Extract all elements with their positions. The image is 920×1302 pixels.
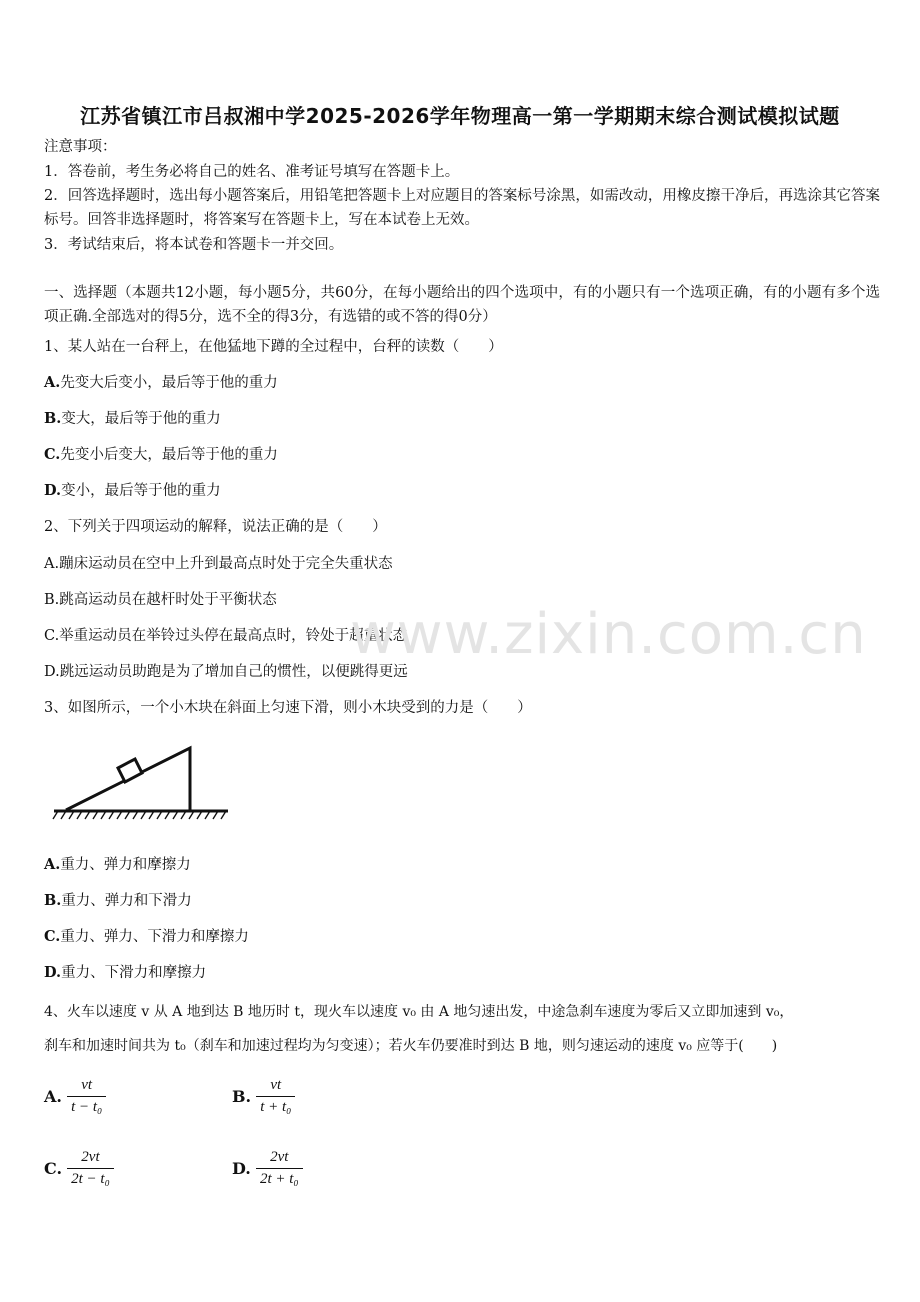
q2-option-c: C.举重运动员在举铃过头停在最高点时，铃处于超重状态 (44, 628, 408, 644)
page-title: 江苏省镇江市吕叔湘中学2025-2026学年物理高一第一学期期末综合测试模拟试题 (80, 104, 840, 128)
incline-block-figure (52, 744, 232, 824)
question-1-stem: 1、某人站在一台秤上，在他猛地下蹲的全过程中，台秤的读数（ ） (44, 339, 503, 355)
q4-option-d: D. $\frac{2vt}{\text{2t + t₀}}$ (232, 1149, 303, 1188)
q2-option-a: A.蹦床运动员在空中上升到最高点时处于完全失重状态 (44, 556, 393, 572)
notes-header: 注意事项： (44, 139, 117, 155)
q1-option-a: A.先变大后变小，最后等于他的重力 (44, 374, 278, 391)
q3-option-d: D.重力、下滑力和摩擦力 (44, 964, 207, 981)
question-2-stem: 2、下列关于四项运动的解释，说法正确的是（ ） (44, 519, 387, 535)
question-3-stem: 3、如图所示，一个小木块在斜面上匀速下滑，则小木块受到的力是（ ） (44, 700, 532, 716)
q3-option-b: B.重力、弹力和下滑力 (44, 892, 192, 909)
note-item-2: 2．回答选择题时，选出每小题答案后，用铅笔把答题卡上对应题目的答案标号涂黑，如需改动，用橡皮擦干净后，再选涂其它答案标号。回答非选择题时，将答案写在答题卡上，写在本试卷上无效。 (44, 188, 880, 228)
fraction: $\frac{2vt}{\text{2t + t₀}}$ (256, 1149, 303, 1188)
q1-option-c: C.先变小后变大，最后等于他的重力 (44, 446, 278, 463)
fraction: $\frac{vt}{\text{t + t₀}}$ (256, 1077, 295, 1116)
note-item-1: 1．答卷前，考生务必将自己的姓名、准考证号填写在答题卡上。 (44, 164, 460, 180)
q2-option-b: B.跳高运动员在越杆时处于平衡状态 (44, 592, 277, 608)
q1-option-d: D.变小，最后等于他的重力 (44, 482, 221, 499)
q4-option-c: C. $\frac{2vt}{\text{2t − t₀}}$ (44, 1149, 114, 1188)
question-4-stem-line-2: 刹车和加速时间共为 t₀（刹车和加速过程均为匀变速）；若火车仍要准时到达 B 地，则匀速运动的速度 v₀ 应等于( ) (44, 1038, 778, 1054)
q3-option-c: C.重力、弹力、下滑力和摩擦力 (44, 928, 249, 945)
q4-option-b: B. $\frac{vt}{\text{t + t₀}}$ (232, 1077, 295, 1116)
q4-option-a: A. $\frac{vt}{\text{t − t₀}}$ (44, 1077, 106, 1116)
question-4-stem-line-1: 4、火车以速度 v 从 A 地到达 B 地历时 t，现火车以速度 v₀ 由 A 地匀速出发，中途急刹车速度为零后又立即加速到 v₀， (44, 1004, 794, 1020)
fraction: $\frac{vt}{\text{t − t₀}}$ (67, 1077, 106, 1116)
q3-option-a: A.重力、弹力和摩擦力 (44, 856, 191, 873)
note-item-3: 3．考试结束后，将本试卷和答题卡一并交回。 (44, 237, 344, 253)
watermark: www.zixin.com.cn (350, 602, 867, 667)
section-heading: 一、选择题（本题共12小题，每小题5分，共60分，在每小题给出的四个选项中，有的小题只有一个选项正确，有的小题有多个选项正确.全部选对的得5分，选不全的得3分，有选错的或不答的得0分） (44, 285, 880, 325)
q2-option-d: D.跳远运动员助跑是为了增加自己的惯性，以便跳得更远 (44, 664, 408, 680)
q1-option-b: B.变大，最后等于他的重力 (44, 410, 221, 427)
fraction: $\frac{2vt}{\text{2t − t₀}}$ (67, 1149, 114, 1188)
